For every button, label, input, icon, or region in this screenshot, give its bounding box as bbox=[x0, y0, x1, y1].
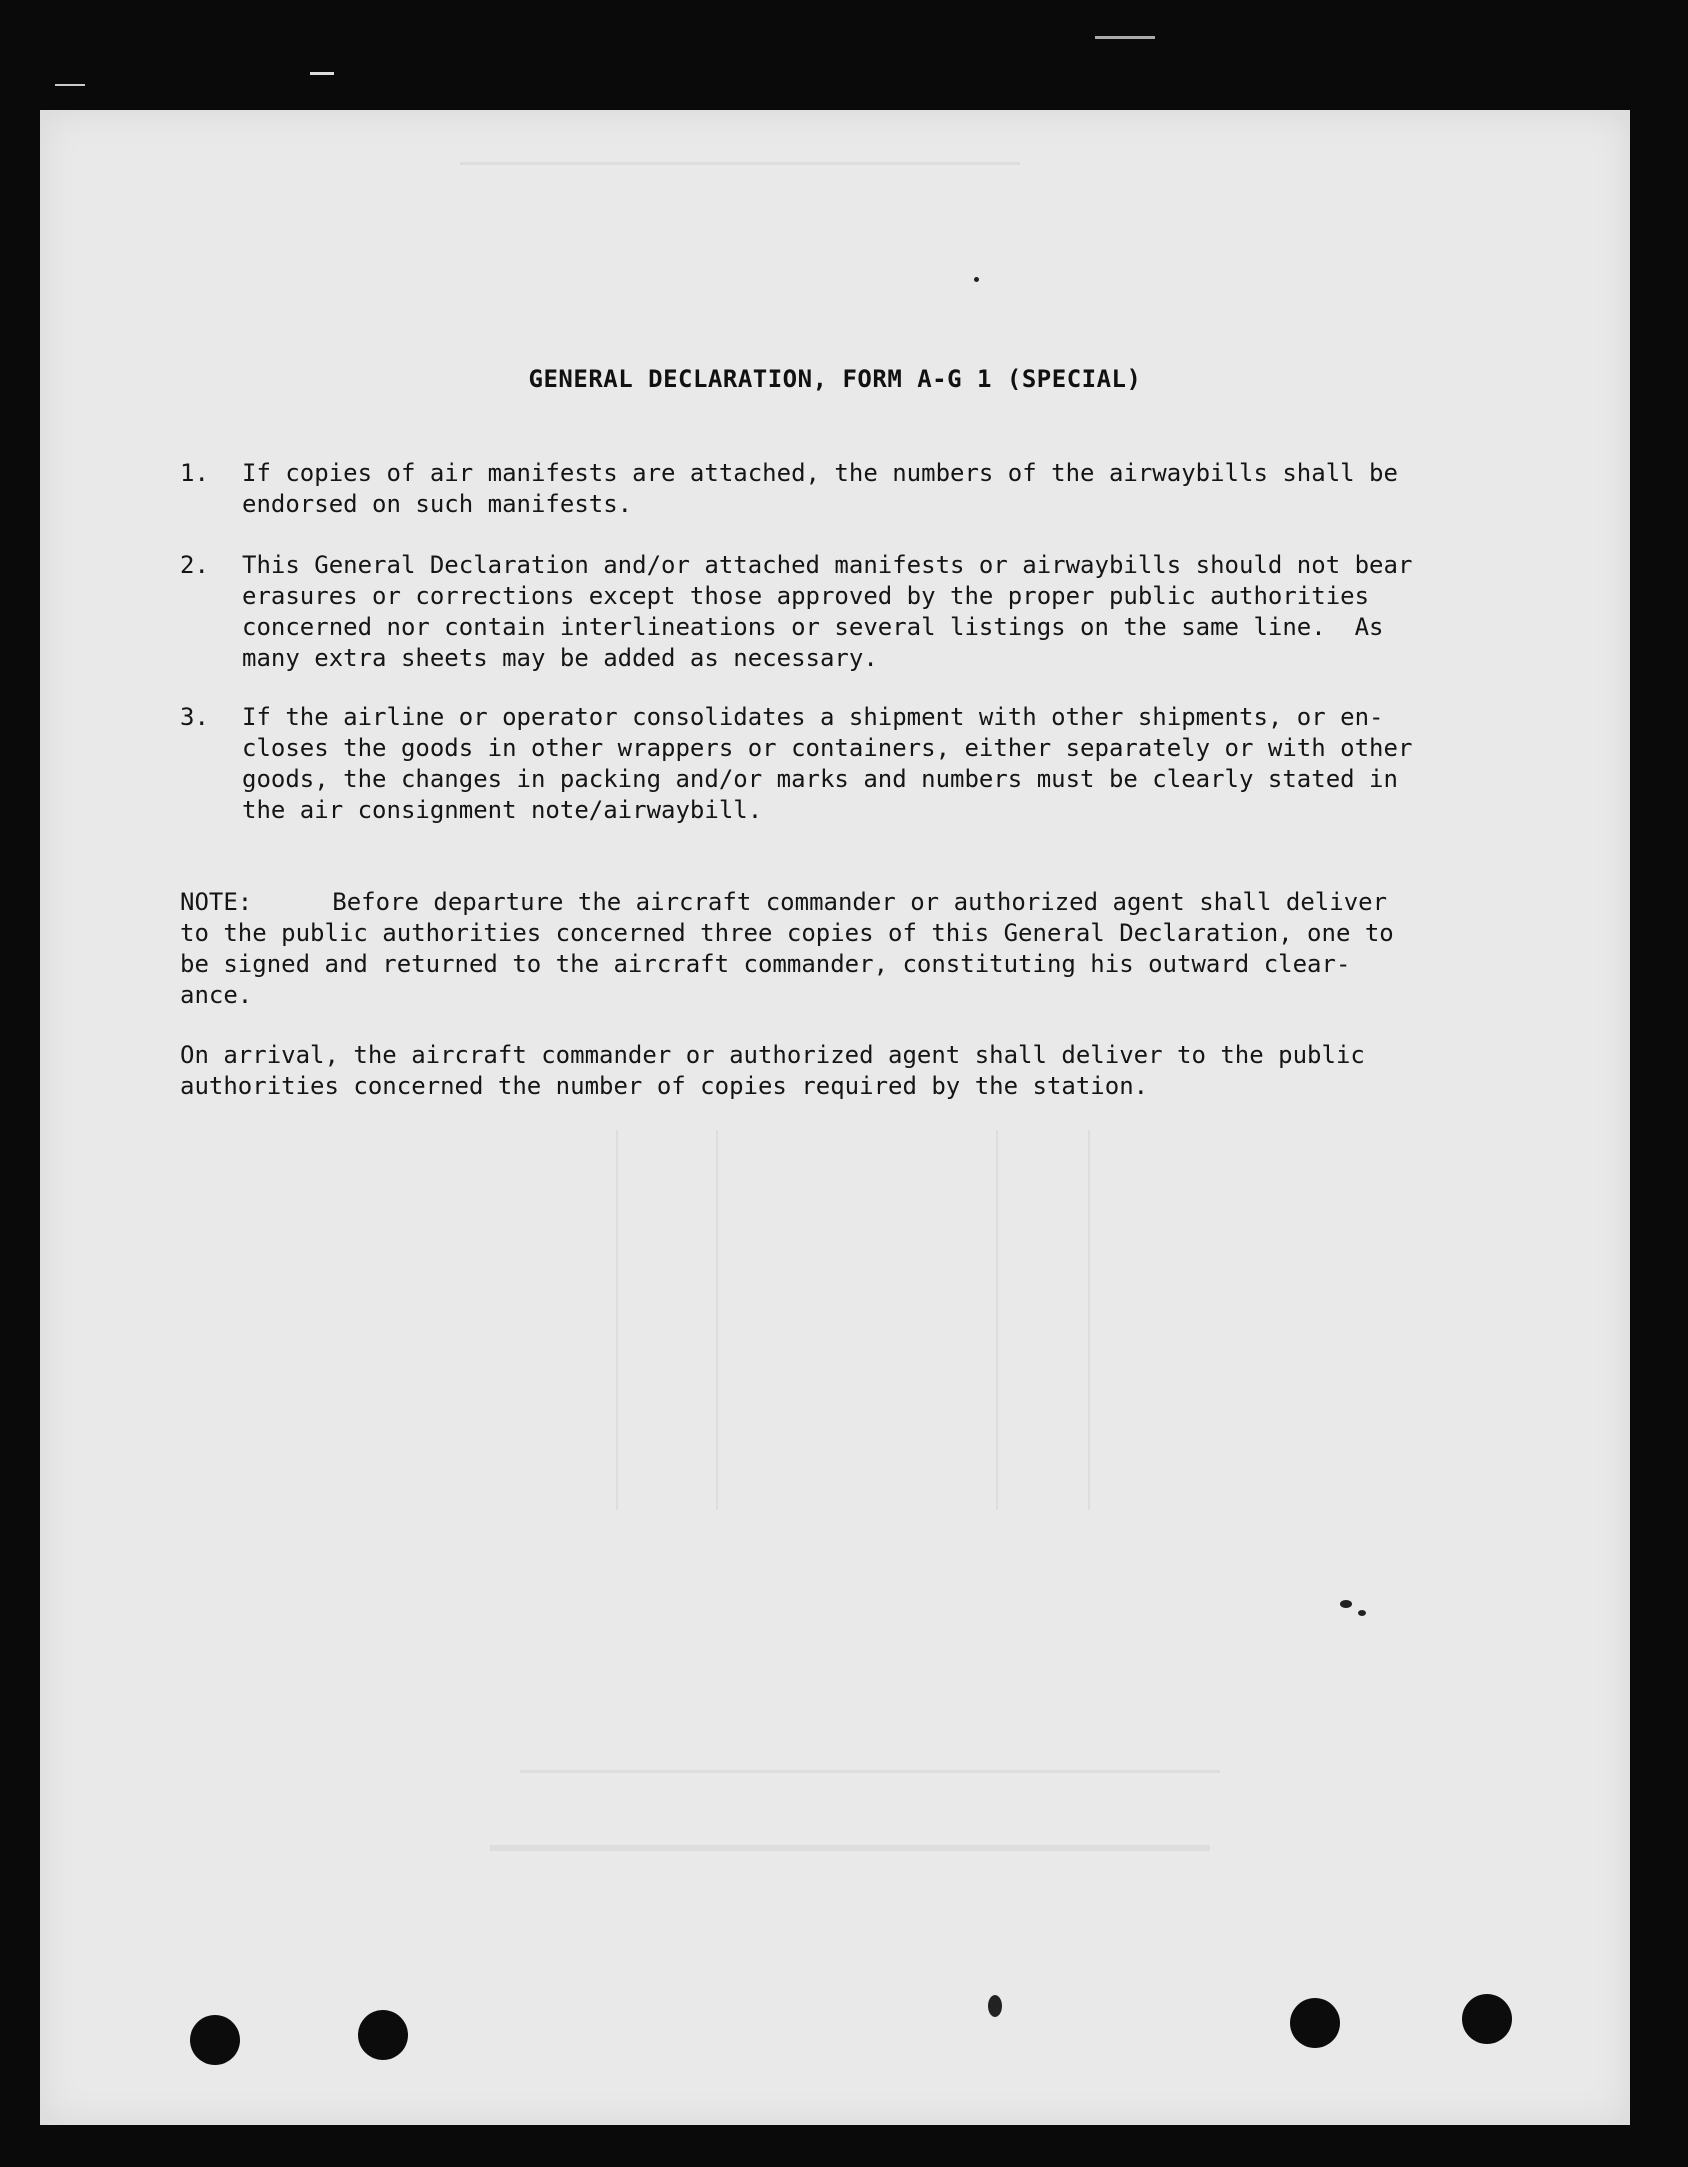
bleed-through-mark bbox=[490, 1845, 1210, 1851]
punch-hole bbox=[1462, 1994, 1512, 2044]
list-item-text: If the airline or operator consolidates a shipment with other shipments, or en- closes the goods in other wrappers or containers, either separately or with other goods, the changes in packing and/or marks and numbers must be clearly stated in the air consignment note/airwaybill. bbox=[242, 703, 1413, 824]
list-item bbox=[180, 458, 1560, 520]
list-item-number: 2. bbox=[180, 551, 209, 579]
arrival-paragraph: On arrival, the aircraft commander or authorized agent shall deliver to the public authorities concerned the number of copies required by the station. bbox=[180, 1041, 1365, 1100]
note-label: NOTE: bbox=[180, 888, 253, 916]
bleed-through-rule bbox=[616, 1130, 618, 1510]
punch-hole bbox=[358, 2010, 408, 2060]
list-item bbox=[180, 550, 1560, 674]
scan-speck bbox=[55, 84, 85, 86]
note-text: Before departure the aircraft commander or authorized agent shall deliver to the public authorities concerned three copies of this General Declaration, one to be signed and returned to the aircraft commander, constituting his outward clear- ance. bbox=[180, 888, 1394, 1009]
note-paragraph bbox=[180, 887, 1500, 1011]
scan-speck bbox=[988, 1995, 1002, 2017]
bleed-through-rule bbox=[1088, 1130, 1090, 1510]
document-page bbox=[40, 110, 1630, 2125]
scan-speck bbox=[974, 277, 979, 282]
punch-hole bbox=[1290, 1998, 1340, 2048]
scan-speck bbox=[1340, 1600, 1352, 1608]
document-title: GENERAL DECLARATION, FORM A-G 1 (SPECIAL) bbox=[528, 365, 1142, 393]
list-item bbox=[180, 702, 1560, 826]
list-item-number: 1. bbox=[180, 459, 209, 487]
scan-speck bbox=[1095, 36, 1155, 39]
list-item-number: 3. bbox=[180, 703, 209, 731]
list-item-text: If copies of air manifests are attached, the numbers of the airwaybills shall be endorsed on such manifests. bbox=[242, 459, 1398, 518]
scan-speck bbox=[1358, 1610, 1366, 1616]
punch-hole bbox=[190, 2015, 240, 2065]
bleed-through-mark bbox=[460, 162, 1020, 165]
bleed-through-rule bbox=[996, 1130, 998, 1510]
scan-speck bbox=[310, 72, 334, 75]
bleed-through-rule bbox=[716, 1130, 718, 1510]
bleed-through-mark bbox=[520, 1770, 1220, 1773]
list-item-text: This General Declaration and/or attached manifests or airwaybills should not bear erasures or corrections except those approved by the proper public authorities concerned nor contain interlineations or several listings on the same line. As many extra sheets may be added as necessary. bbox=[242, 551, 1413, 672]
